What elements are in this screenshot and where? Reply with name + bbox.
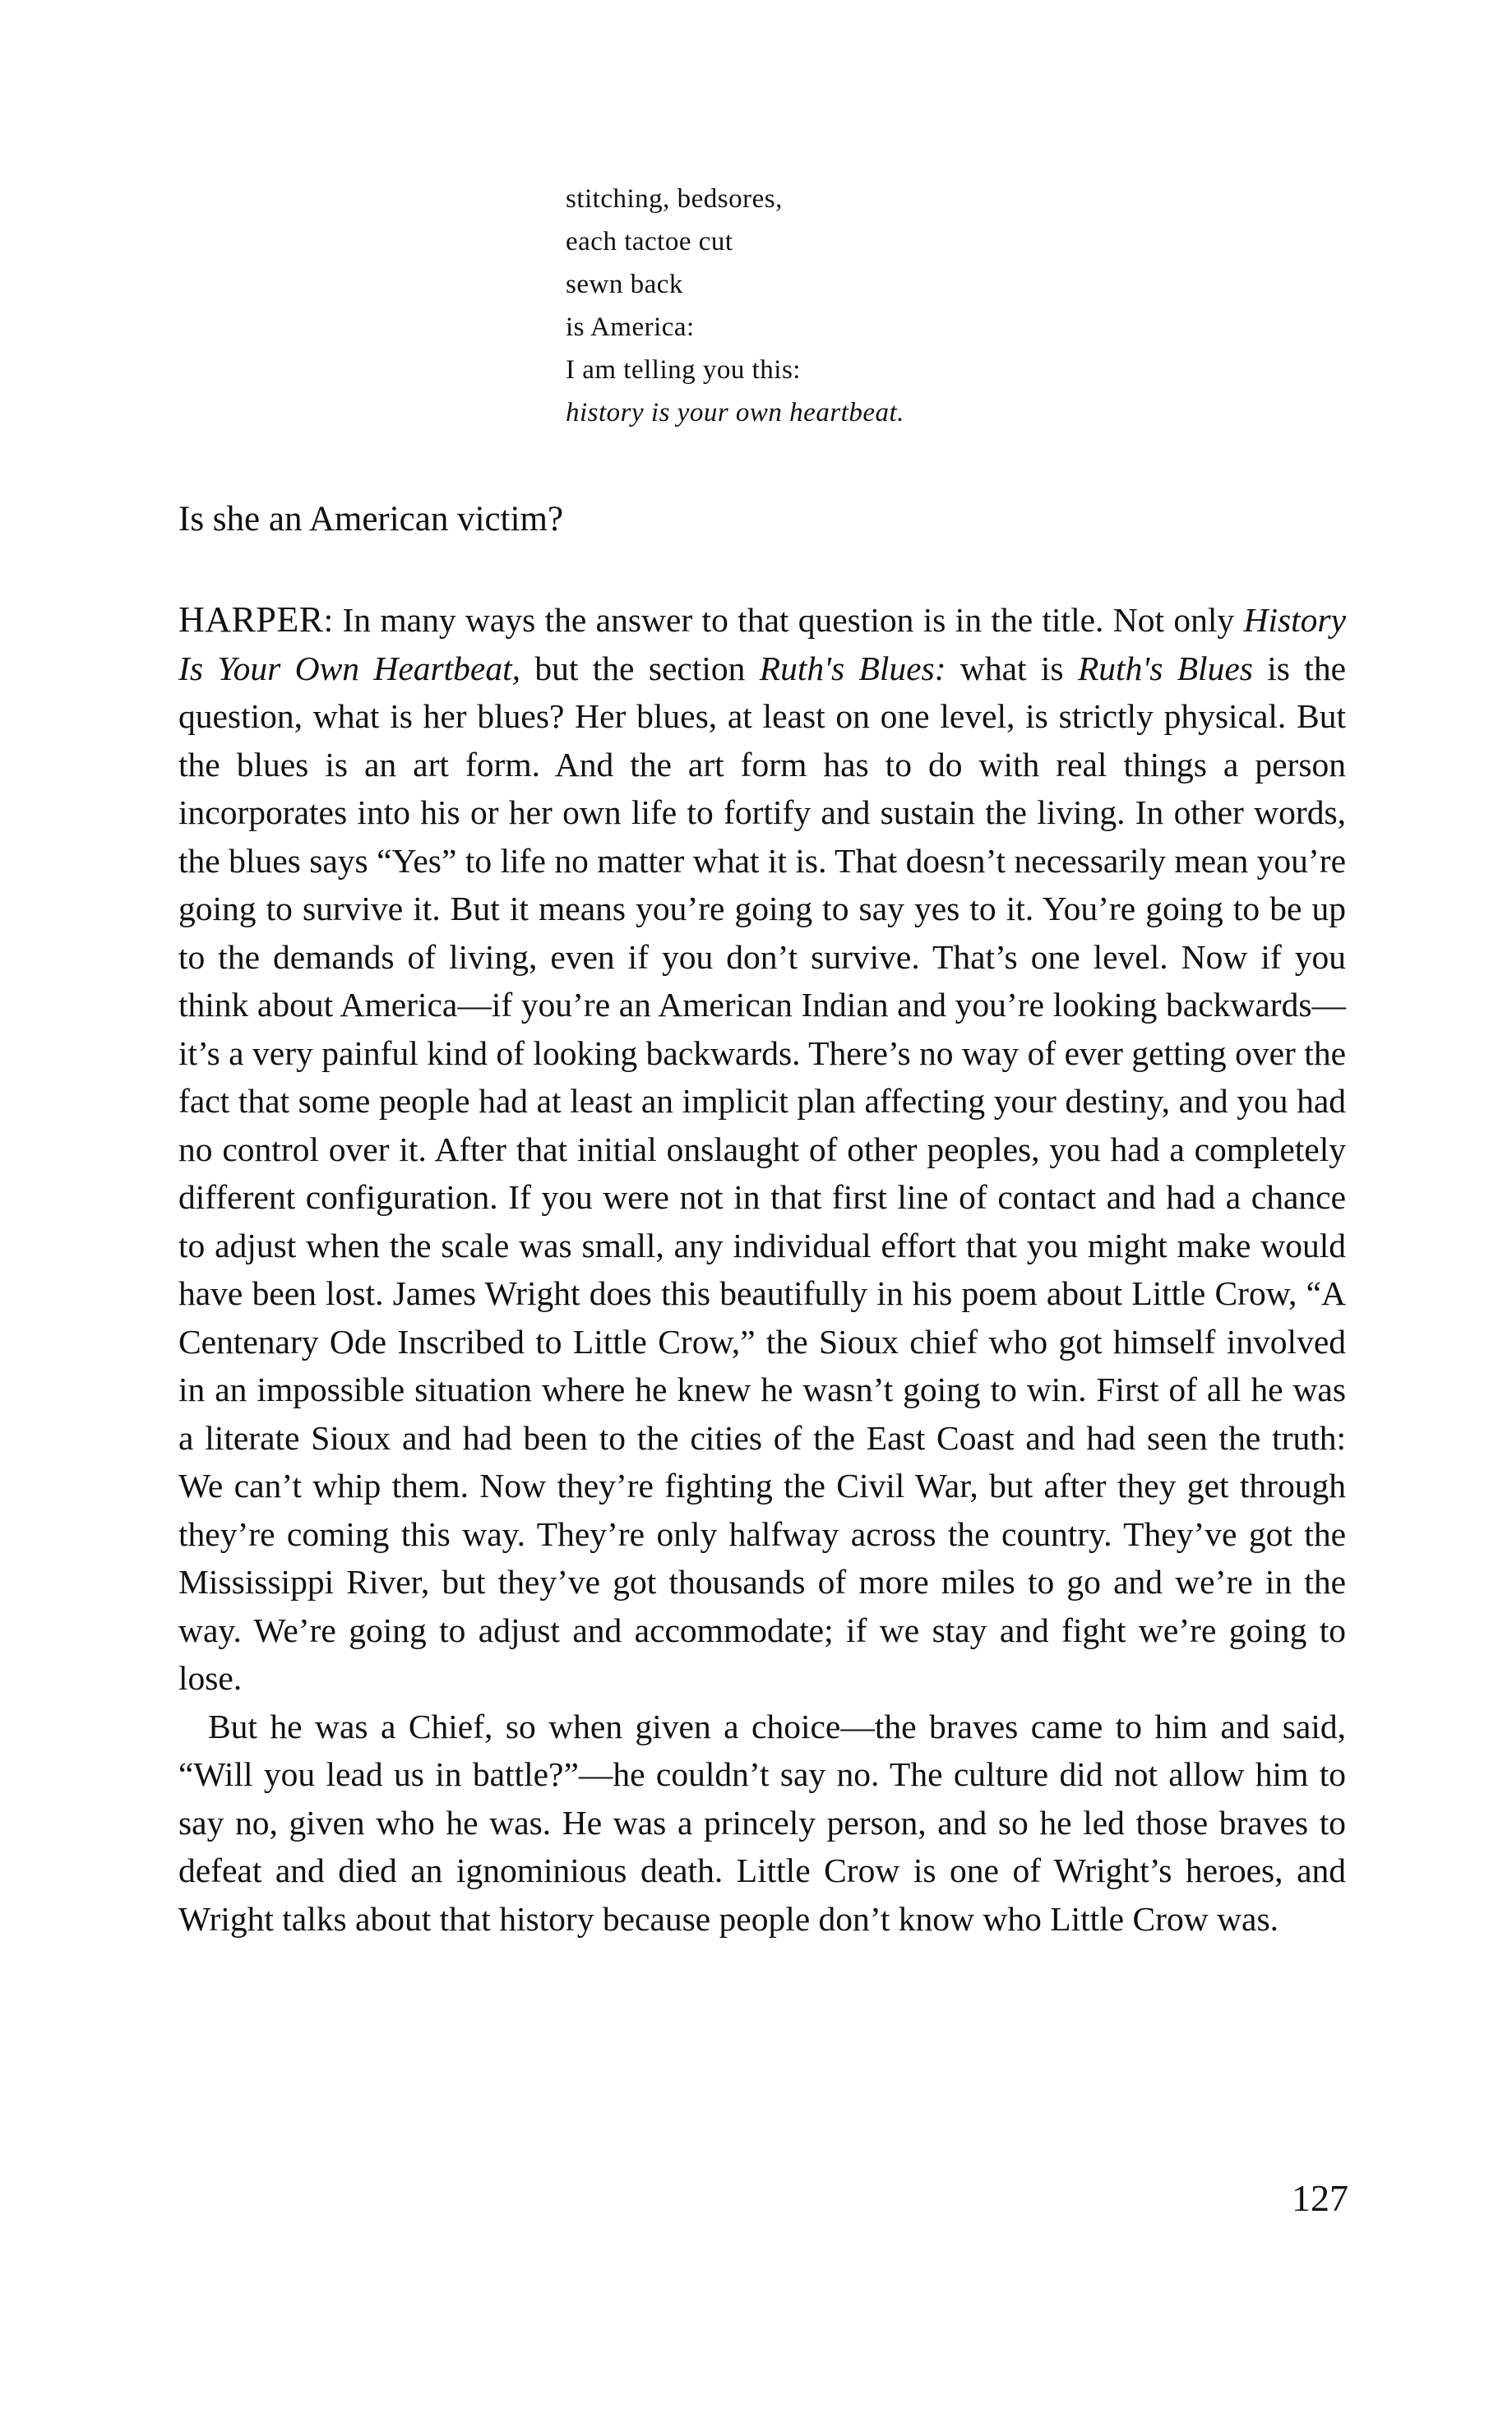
interview-question: Is she an American victim? [178, 500, 564, 539]
book-title: History Is Your Own Heartbeat, [178, 601, 1346, 687]
page-number: 127 [1292, 2177, 1348, 2219]
poem-line: each tactoe cut [566, 227, 733, 257]
answer-paragraph-2: But he was a Chief, so when given a choice—the braves came to him and said, “Will you lead us in battle?”—he couldn’t say no. The culture did not allow him to say no, given who he was. He was a princely person, and so he led those braves to defeat and died an ignominious death. Little Crow is one of Wright’s heroes, and Wright talks about that history because people don’t know who Little Crow was. [178, 1707, 1346, 1938]
paragraph-text: but the section [520, 649, 760, 687]
paragraph-text: is the question, what is her blues? Her blues, at least on one level, is strictly physical. But the blues is an art form. And the art form has to do with real things a person incorporates into his or her own life to fortify and sustain the living. In other words, the blues says “Yes” to life no matter what it is. That doesn’t necessarily mean you’re going to survive it. But it means you’re going to say yes to it. You’re going to be up to the demands of living, even if you don’t survive. That’s one level. Now if you think about America—if you’re an American Indian and you’re looking backwards—it’s a very painful kind of looking backwards. There’s no way of ever getting over the fact that some people had at least an implicit plan affecting your destiny, and you had no control over it. After that initial onslaught of other peoples, you had a completely different configuration. If you were not in that first line of contact and had a chance to adjust when the scale was small, any individual effort that you might make would have been lost. James Wright does this beautifully in his poem about Little Crow, “A Centenary Ode Inscribed to Little Crow,” the Sioux chief who got himself involved in an impossible situation where he knew he wasn’t going to win. First of all he was a literate Sioux and had been to the cities of the East Coast and had seen the truth: We can’t whip them. Now they’re fighting the Civil War, but after they get through they’re coming this way. They’re only halfway across the country. They’ve got the Mississippi River, but they’ve got thousands of more miles to go and we’re in the way. We’re going to adjust and accommodate; if we stay and fight we’re going to lose. [178, 649, 1346, 1697]
answer-paragraph-1 [178, 596, 1346, 1703]
paragraph-text: what is [946, 649, 1078, 687]
section-title: Ruth's Blues [1077, 649, 1253, 687]
interview-answer [178, 596, 1346, 1943]
poem-excerpt [566, 178, 1306, 434]
paragraph-text: In many ways the answer to that question is in the title. Not only [333, 601, 1244, 639]
speaker-name: HARPER [178, 599, 324, 640]
poem-line: sewn back [566, 270, 683, 299]
section-title: Ruth's Blues: [759, 649, 946, 687]
poem-line: is America: [566, 312, 695, 342]
poem-line: I am telling you this: [566, 355, 801, 385]
poem-line: stitching, bedsores, [566, 184, 783, 214]
poem-line-italic: history is your own heartbeat. [566, 398, 904, 428]
speaker-separator: : [323, 601, 334, 639]
